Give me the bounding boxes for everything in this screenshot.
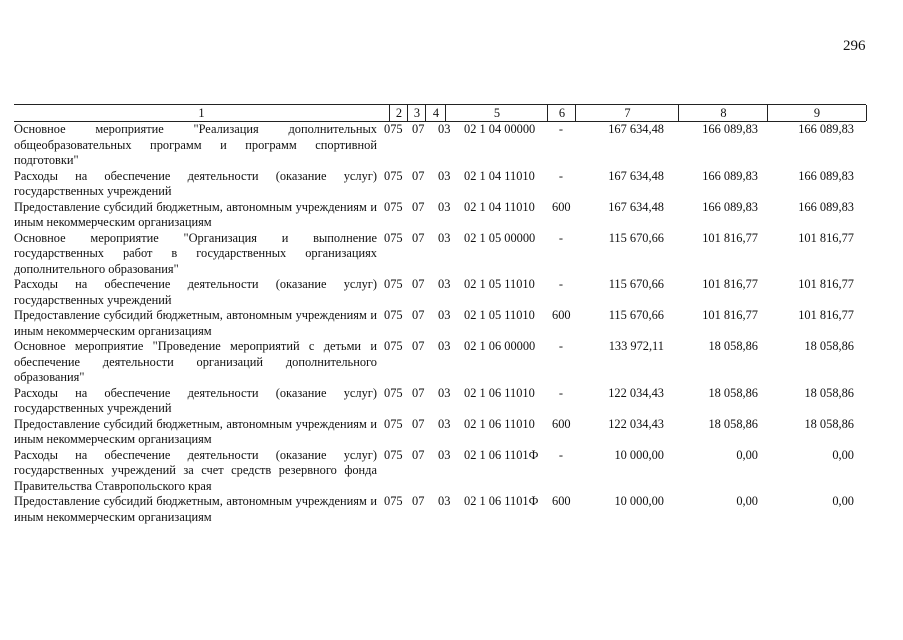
- table-row: [14, 339, 866, 386]
- expense-type-code: -: [558, 277, 564, 291]
- amount-col-9: 101 816,77: [798, 230, 854, 245]
- table-row: [14, 122, 866, 169]
- header-col-4: 4: [425, 105, 446, 121]
- amount-col-8: 0,00: [736, 494, 758, 508]
- subsection-code: 03: [438, 447, 451, 462]
- subsection-code: 03: [438, 416, 451, 431]
- amount-col-9: 18 058,86: [804, 339, 854, 353]
- amount-col-9: 101 816,77: [798, 277, 854, 291]
- amount-col-8: 166 089,83: [702, 122, 758, 136]
- row-description: Основное мероприятие "Реализация дополнительных общеобразовательных программ и программ спортивной подготовки": [14, 122, 377, 167]
- grbs-code: 075: [384, 339, 403, 353]
- expense-type-code: 600: [552, 308, 571, 322]
- grbs-code: 075: [384, 199, 403, 214]
- amount-col-8: 18 058,86: [708, 416, 758, 431]
- amount-col-7: 10 000,00: [614, 447, 664, 462]
- row-description: Основное мероприятие "Организация и выполнение государственных работ в государственных организациях дополнительного образования": [14, 230, 377, 276]
- grbs-code: 075: [384, 168, 403, 183]
- section-code: 07: [412, 385, 425, 400]
- expense-type-code: 600: [552, 494, 571, 508]
- target-article-code: 02 1 05 11010: [464, 277, 535, 291]
- grbs-code: 075: [384, 385, 403, 400]
- table-row: [14, 386, 866, 417]
- header-col-9: 9: [767, 105, 867, 121]
- table-row: [14, 494, 866, 525]
- grbs-code: 075: [384, 308, 403, 322]
- amount-col-9: 101 816,77: [798, 308, 854, 322]
- expense-type-code: -: [558, 339, 564, 353]
- row-description: Расходы на обеспечение деятельности (оказание услуг) государственных учреждений: [14, 168, 377, 198]
- table-row: [14, 200, 866, 231]
- row-description: Основное мероприятие "Проведение мероприятий с детьми и обеспечение деятельности организаций дополнительного образования": [14, 339, 377, 384]
- expense-type-code: -: [558, 447, 564, 462]
- header-col-7: 7: [575, 105, 679, 121]
- row-description: Расходы на обеспечение деятельности (оказание услуг) государственных учреждений: [14, 385, 377, 415]
- header-col-2: 2: [389, 105, 408, 121]
- subsection-code: 03: [438, 339, 451, 353]
- budget-table: [14, 104, 866, 525]
- section-code: 07: [412, 308, 425, 322]
- amount-col-8: 166 089,83: [702, 168, 758, 183]
- target-article-code: 02 1 06 11010: [464, 416, 535, 431]
- amount-col-9: 166 089,83: [798, 168, 854, 183]
- grbs-code: 075: [384, 277, 403, 291]
- subsection-code: 03: [438, 308, 451, 322]
- section-code: 07: [412, 339, 425, 353]
- target-article-code: 02 1 06 1101Ф: [464, 447, 539, 462]
- amount-col-7: 115 670,66: [608, 277, 664, 291]
- target-article-code: 02 1 04 00000: [464, 122, 536, 136]
- section-code: 07: [412, 122, 425, 136]
- grbs-code: 075: [384, 494, 403, 508]
- target-article-code: 02 1 04 11010: [464, 199, 535, 214]
- amount-col-9: 166 089,83: [798, 199, 854, 214]
- amount-col-7: 133 972,11: [608, 339, 664, 353]
- amount-col-9: 0,00: [832, 494, 854, 508]
- row-description: Расходы на обеспечение деятельности (оказание услуг) государственных учреждений за счет средств резервного фонда Правительства Ставропольского края: [14, 447, 377, 493]
- row-description: Расходы на обеспечение деятельности (оказание услуг) государственных учреждений: [14, 277, 377, 307]
- row-description: Предоставление субсидий бюджетным, автономным учреждениям и иным некоммерческим организациям: [14, 199, 377, 229]
- grbs-code: 075: [384, 447, 403, 462]
- amount-col-8: 101 816,77: [702, 277, 758, 291]
- table-row: [14, 308, 866, 339]
- page-number: 296: [843, 38, 866, 54]
- amount-col-7: 167 634,48: [608, 199, 664, 214]
- expense-type-code: -: [558, 168, 564, 183]
- expense-type-code: -: [558, 385, 564, 400]
- section-code: 07: [412, 168, 425, 183]
- subsection-code: 03: [438, 230, 451, 245]
- header-col-3: 3: [407, 105, 426, 121]
- amount-col-7: 115 670,66: [608, 308, 664, 322]
- subsection-code: 03: [438, 385, 451, 400]
- amount-col-8: 101 816,77: [702, 230, 758, 245]
- table-row: [14, 277, 866, 308]
- table-row: [14, 417, 866, 448]
- target-article-code: 02 1 04 11010: [464, 168, 535, 183]
- target-article-code: 02 1 06 00000: [464, 339, 536, 353]
- grbs-code: 075: [384, 416, 403, 431]
- amount-col-9: 18 058,86: [804, 416, 854, 431]
- header-col-5: 5: [445, 105, 548, 121]
- row-description: Предоставление субсидий бюджетным, автономным учреждениям и иным некоммерческим организациям: [14, 308, 377, 338]
- subsection-code: 03: [438, 168, 451, 183]
- section-code: 07: [412, 447, 425, 462]
- header-col-1: 1: [198, 106, 205, 120]
- section-code: 07: [412, 494, 425, 508]
- amount-col-9: 18 058,86: [804, 385, 854, 400]
- row-description: Предоставление субсидий бюджетным, автономным учреждениям и иным некоммерческим организациям: [14, 416, 377, 446]
- amount-col-7: 167 634,48: [608, 168, 664, 183]
- target-article-code: 02 1 06 11010: [464, 385, 535, 400]
- amount-col-8: 166 089,83: [702, 199, 758, 214]
- expense-type-code: 600: [552, 416, 571, 431]
- target-article-code: 02 1 05 00000: [464, 230, 536, 245]
- amount-col-7: 115 670,66: [608, 230, 664, 245]
- header-col-8: 8: [678, 105, 768, 121]
- expense-type-code: 600: [552, 199, 571, 214]
- section-code: 07: [412, 199, 425, 214]
- target-article-code: 02 1 05 11010: [464, 308, 535, 322]
- table-row: [14, 231, 866, 278]
- amount-col-7: 122 034,43: [608, 385, 664, 400]
- amount-col-9: 0,00: [832, 447, 854, 462]
- row-description: Предоставление субсидий бюджетным, автономным учреждениям и иным некоммерческим организациям: [14, 494, 377, 524]
- section-code: 07: [412, 230, 425, 245]
- subsection-code: 03: [438, 277, 451, 291]
- header-col-6: 6: [547, 105, 576, 121]
- grbs-code: 075: [384, 230, 403, 245]
- subsection-code: 03: [438, 199, 451, 214]
- expense-type-code: -: [558, 122, 564, 136]
- amount-col-8: 18 058,86: [708, 339, 758, 353]
- subsection-code: 03: [438, 122, 451, 136]
- table-row: [14, 448, 866, 495]
- table-header: [14, 104, 866, 122]
- subsection-code: 03: [438, 494, 451, 508]
- section-code: 07: [412, 277, 425, 291]
- amount-col-8: 101 816,77: [702, 308, 758, 322]
- amount-col-8: 0,00: [736, 447, 758, 462]
- amount-col-9: 166 089,83: [798, 122, 854, 136]
- expense-type-code: -: [558, 230, 564, 245]
- amount-col-7: 10 000,00: [614, 494, 664, 508]
- amount-col-7: 167 634,48: [608, 122, 664, 136]
- table-row: [14, 169, 866, 200]
- section-code: 07: [412, 416, 425, 431]
- grbs-code: 075: [384, 122, 403, 136]
- table-body: [14, 122, 866, 525]
- target-article-code: 02 1 06 1101Ф: [464, 494, 539, 508]
- amount-col-7: 122 034,43: [608, 416, 664, 431]
- amount-col-8: 18 058,86: [708, 385, 758, 400]
